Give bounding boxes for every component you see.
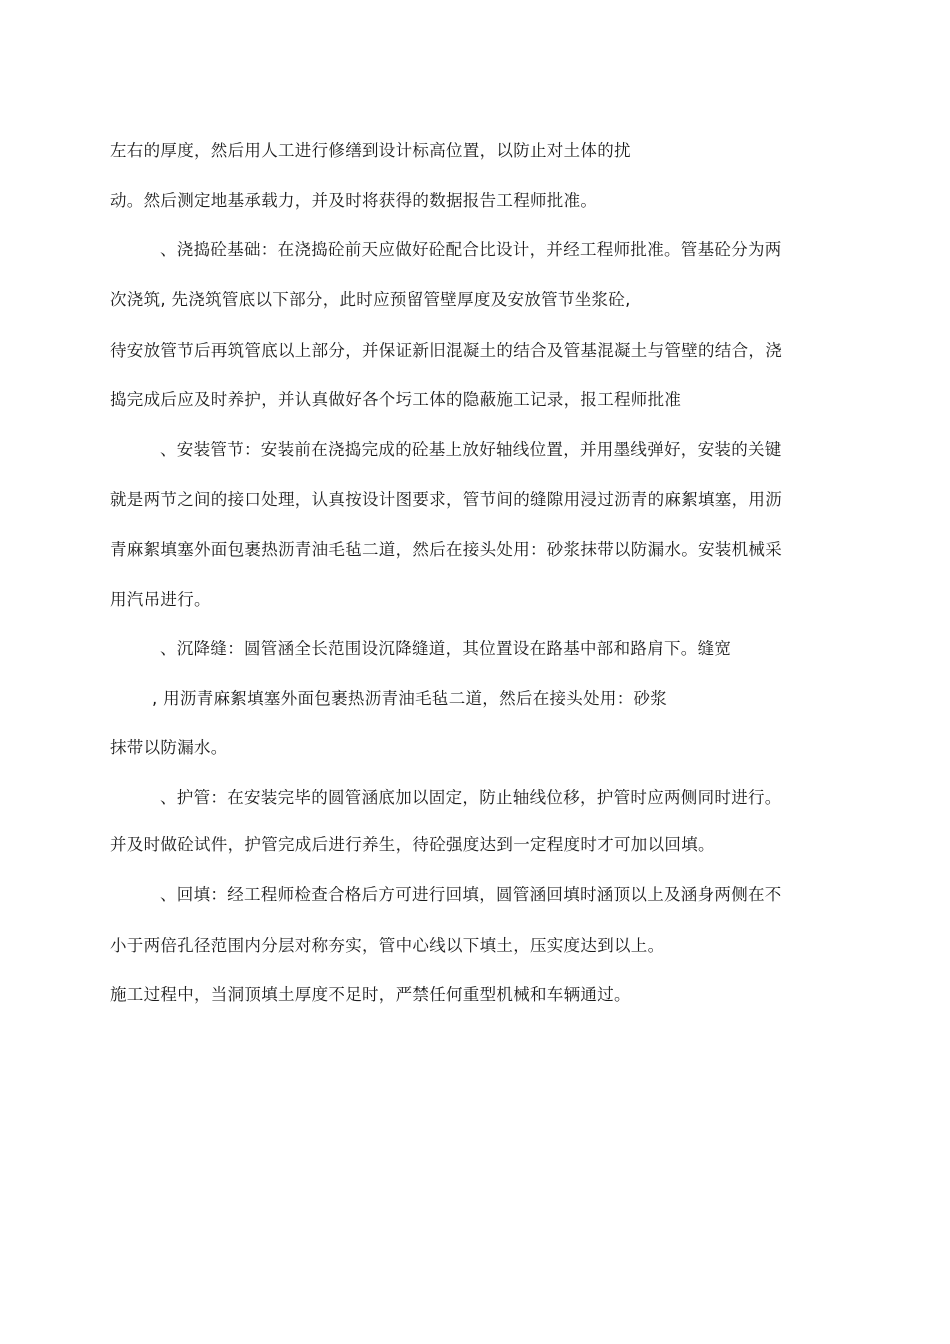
text-line: 用汽吊进行。 <box>110 590 211 609</box>
text-line: 小于两倍孔径范围内分层对称夯实，管中心线以下填土，压实度达到以上。 <box>110 936 665 955</box>
text-line: 青麻絮填塞外面包裹热沥青油毛毡二道，然后在接头处用：砂浆抹带以防漏水。安装机械采 <box>110 540 782 559</box>
text-line: 次浇筑, 先浇筑管底以下部分，此时应预留管壁厚度及安放管节坐浆砼, <box>110 290 631 309</box>
paragraph-start-line: 、浇捣砼基础：在浇捣砼前天应做好砼配合比设计，并经工程师批准。管基砼分为两 <box>160 240 782 259</box>
paragraph-start-line: 、回填：经工程师检查合格后方可进行回填，圆管涵回填时涵顶以上及涵身两侧在不 <box>160 885 782 904</box>
paragraph-start-line: 、沉降缝：圆管涵全长范围设沉降缝道，其位置设在路基中部和路肩下。缝宽 <box>160 639 732 658</box>
paragraph-start-line: 、护管：在安装完毕的圆管涵底加以固定，防止轴线位移，护管时应两侧同时进行。 <box>160 788 782 807</box>
text-line: 就是两节之间的接口处理，认真按设计图要求，管节间的缝隙用浸过沥青的麻絮填塞，用沥 <box>110 490 782 509</box>
text-line: 并及时做砼试件，护管完成后进行养生，待砼强度达到一定程度时才可加以回填。 <box>110 835 715 854</box>
paragraph-start-line: 、安装管节：安装前在浇捣完成的砼基上放好轴线位置，并用墨线弹好，安装的关键 <box>160 440 782 459</box>
text-line: 动。然后测定地基承载力，并及时将获得的数据报告工程师批准。 <box>110 191 598 210</box>
text-line: 抹带以防漏水。 <box>110 738 228 757</box>
text-line: 施工过程中，当洞顶填土厚度不足时，严禁任何重型机械和车辆通过。 <box>110 985 631 1004</box>
text-line: , 用沥青麻絮填塞外面包裹热沥青油毛毡二道，然后在接头处用：砂浆 <box>152 689 668 708</box>
text-line: 待安放管节后再筑管底以上部分，并保证新旧混凝土的结合及管基混凝土与管壁的结合，浇 <box>110 341 782 360</box>
text-line: 左右的厚度，然后用人工进行修缮到设计标高位置，以防止对土体的扰 <box>110 141 631 160</box>
text-line: 捣完成后应及时养护，并认真做好各个圬工体的隐蔽施工记录，报工程师批准 <box>110 390 682 409</box>
